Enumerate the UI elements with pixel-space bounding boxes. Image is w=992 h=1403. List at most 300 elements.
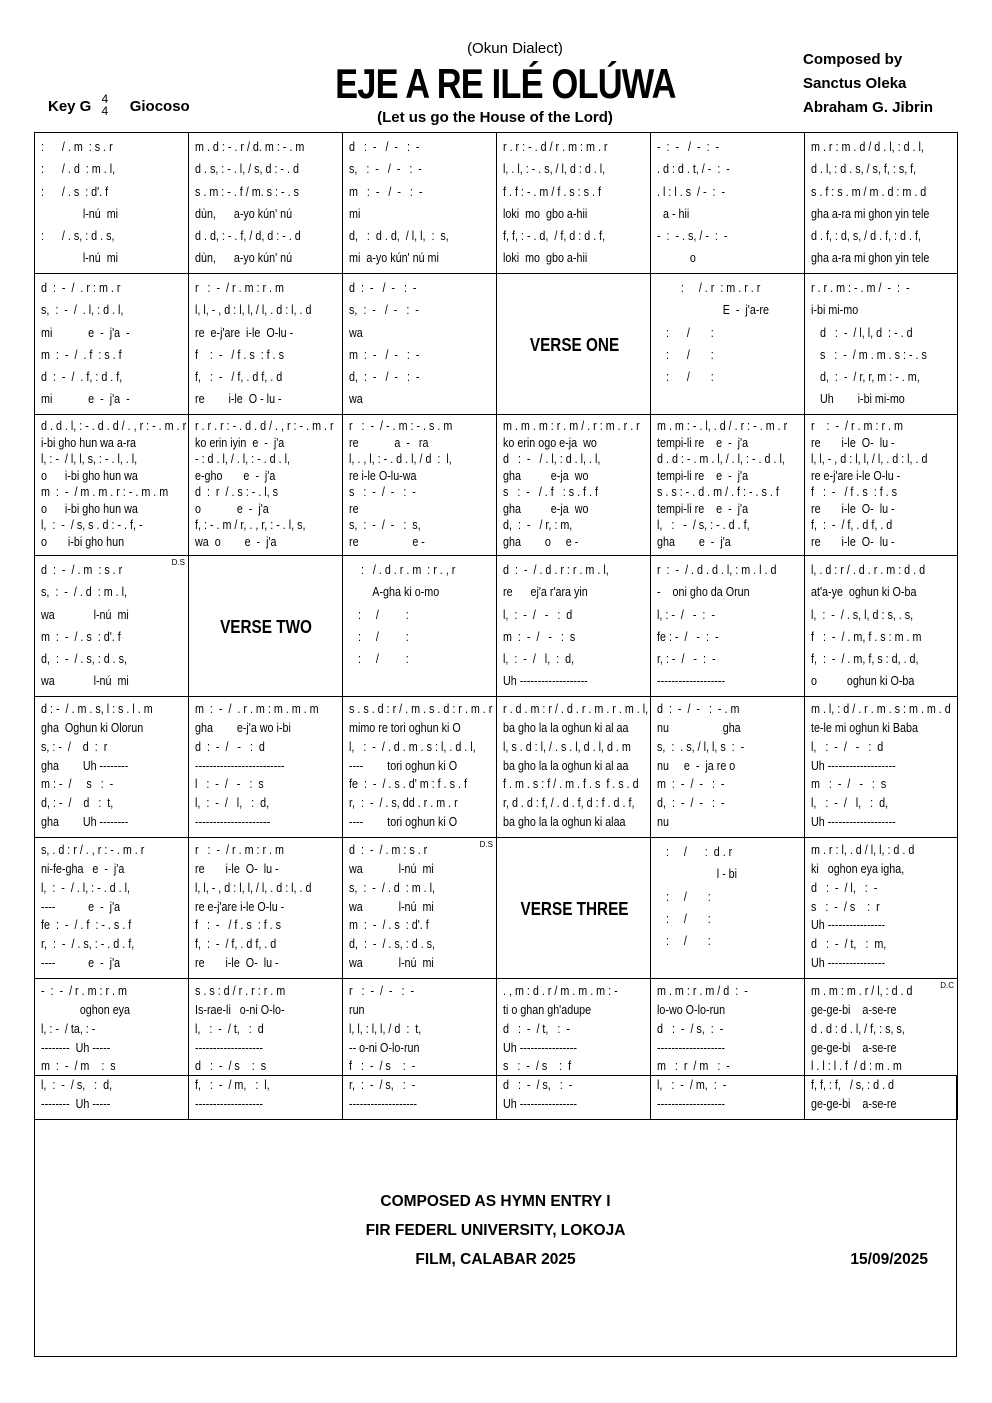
solfa-line: m : - / m : s — [41, 1059, 116, 1074]
solfa-line: s : - / . f : s . f . f — [503, 485, 598, 499]
solfa-line: wa l-nú mi — [349, 861, 434, 876]
solfa-line: l, : - / l, : d, — [195, 796, 270, 811]
solfa-line: l . l : l . f / d : m . m — [811, 1059, 902, 1074]
solfa-line: : / : — [657, 934, 711, 949]
solfa-line: : / : — [349, 629, 409, 644]
solfa-line: r . r . m : - . m / - : - — [811, 281, 910, 295]
solfa-line: r, : - / . s, : - . d . f, — [41, 937, 135, 952]
measure-cell — [651, 133, 805, 274]
solfa-line: d . d . l, : - . d . d / . , r : - . m . r — [41, 419, 187, 433]
solfa-line: l, : - / . s, l, d : s, . s, — [811, 607, 914, 622]
solfa-line: s . f : s . m / m . d : m . d — [811, 184, 927, 199]
solfa-line: mi e - j'a - — [41, 392, 130, 407]
solfa-line: dùn, a-yo kún' nú — [195, 251, 293, 266]
solfa-line: r : - / - : - — [349, 984, 415, 998]
solfa-line: d : - / - : d — [195, 739, 265, 754]
solfa-line: : / : — [657, 911, 711, 926]
solfa-line: m . r : m . d / d . l, : d . l, — [811, 140, 924, 154]
solfa-line: d, : d . d, / l, l, : s, — [349, 229, 449, 244]
solfa-line: ko erin ogo e-ja wo — [503, 435, 597, 450]
solfa-line: ------------------- — [349, 1097, 418, 1112]
score-row — [35, 838, 958, 979]
measure-cell — [497, 697, 651, 838]
solfa-line: s . s . d : r / . m . s . d : r . m . r — [349, 702, 493, 716]
solfa-line: s, : - / . d : m . l, — [41, 585, 128, 600]
solfa-line: E - j'a-re — [657, 303, 769, 318]
solfa-line: Uh i-bi mi-mo — [811, 392, 905, 407]
solfa-line: gha a-ra mi ghon yin tele — [811, 206, 930, 221]
measure-cell — [35, 274, 189, 415]
solfa-line: d, : - / d : t, — [41, 796, 114, 811]
footer-festival: FILM, CALABAR 2025 — [415, 1251, 576, 1268]
solfa-line: wa o e - j'a — [195, 534, 277, 549]
solfa-line: l, . , l, : - . d . l, / d : l, — [349, 452, 452, 466]
solfa-line: f, : - / f, . d f, . d — [811, 518, 893, 532]
solfa-line: d . d : d . l, / f, : s, s, — [811, 1021, 905, 1036]
solfa-line: l, : - / l, l, s, : - . l, . l, — [41, 452, 138, 466]
solfa-line: re i-le O-lu-wa — [349, 468, 417, 483]
solfa-line: o oghun ki O-ba — [811, 674, 915, 689]
solfa-line: re a - ra — [349, 435, 429, 450]
solfa-line: m : - / s : - — [41, 777, 114, 792]
solfa-line: f . f : - . m / f . s : s . f — [503, 184, 601, 199]
solfa-line: d : - / . l, : d . l, . l, — [503, 452, 601, 466]
solfa-line: A-gha ki o-mo — [349, 585, 440, 600]
solfa-line: m . r : l, . d / l, l, : d . d — [811, 843, 915, 857]
solfa-line: wa l-nú mi — [349, 956, 434, 971]
solfa-line: Uh ------------------- — [503, 674, 588, 689]
solfa-line: m . m : m . r / l, : d . d — [811, 984, 913, 998]
solfa-line: wa — [349, 325, 363, 340]
song-subtitle: (Let us go the House of the Lord) — [377, 109, 613, 126]
solfa-line: f, f, : f, / s, : d . d — [811, 1078, 895, 1093]
repeat-mark: D.S — [171, 558, 185, 567]
solfa-line: m : - / . f : s . f — [41, 347, 122, 362]
solfa-line: gha e-j'a wo i-bi — [195, 720, 291, 735]
measure-cell — [651, 415, 805, 556]
solfa-line: ge-ge-bi a-se-re — [811, 1040, 897, 1055]
key-label: Key G — [48, 98, 92, 115]
solfa-line: ---- e - j'a — [41, 899, 121, 914]
repeat-mark: D.S — [479, 840, 493, 849]
solfa-line: f, : - / f, . d f, . d — [195, 937, 277, 952]
tempo-label: Giocoso — [129, 98, 190, 115]
solfa-line: l - bi — [657, 867, 738, 882]
solfa-line: tempi-li re e - j'a — [657, 435, 749, 450]
solfa-line: lo-wo O-lo-run — [657, 1002, 726, 1017]
solfa-line: wa l-nú mi — [349, 899, 434, 914]
score-row — [35, 556, 958, 697]
solfa-line: d . d, : - . f, / d, d : - . d — [195, 229, 301, 244]
measure-cell — [343, 415, 497, 556]
measure-cell — [497, 415, 651, 556]
solfa-line: a - hii — [657, 206, 690, 221]
solfa-line: re i-le O- lu - — [195, 956, 279, 971]
solfa-line: oghon eya — [41, 1002, 131, 1017]
solfa-line: Uh ---------------- — [503, 1040, 578, 1055]
solfa-line: ni-fe-gha e - j'a — [41, 861, 125, 876]
solfa-line: d : - / - : - . m — [657, 702, 740, 716]
time-signature — [96, 92, 118, 118]
solfa-line: : / : — [657, 347, 714, 362]
solfa-line: f, : - / . m, f, s : d, . d, — [811, 652, 919, 667]
solfa-line: l, . l, : - . s, / l, d : d . l, — [503, 162, 606, 177]
solfa-line: Uh ------------------- — [811, 758, 896, 773]
solfa-line: m . d : - . r / d. m : - . m — [195, 140, 305, 154]
solfa-line: re i-le O- lu - — [811, 534, 895, 549]
solfa-line: f, f, : - . d, / f, d : d . f, — [503, 229, 606, 244]
score-row — [35, 274, 958, 415]
solfa-line: o i-bi gho hun — [41, 534, 125, 549]
solfa-line: d, : - / - : - — [657, 796, 725, 811]
solfa-line: o — [657, 251, 696, 266]
solfa-line: r : - / - . m : - . s . m — [349, 419, 453, 433]
solfa-line: d : - / s, : - — [657, 1021, 724, 1036]
solfa-line: dùn, a-yo kún' nú — [195, 206, 293, 221]
solfa-line: fe : - / . s . d' m : f . s . f — [349, 777, 467, 792]
solfa-line: gha o e - — [503, 534, 579, 549]
solfa-line: te-le mi oghun ki Baba — [811, 720, 918, 735]
solfa-line: s, : - / . l, : d . l, — [41, 303, 124, 318]
verse-label-cell — [497, 274, 651, 415]
measure-cell — [343, 556, 497, 697]
solfa-line: at'a-ye oghun ki O-ba — [811, 585, 917, 600]
solfa-line: l, l, - , d : l, l, / l, . d : l, . d — [195, 303, 312, 318]
solfa-line: tempi-li re e - j'a — [657, 501, 749, 516]
solfa-line: r, d . d : f, / . d . f, d : f . d . f, — [503, 796, 635, 811]
measure-cell — [35, 415, 189, 556]
solfa-line: - : - . s, / - : - — [657, 229, 728, 244]
composed-by-label: Composed by — [803, 51, 903, 68]
solfa-line: gha Uh -------- — [41, 815, 129, 830]
solfa-line: gha Uh -------- — [41, 758, 129, 773]
solfa-line: r : - / r . m : r . m — [195, 843, 284, 857]
solfa-line: l, : - / m, : - — [657, 1078, 727, 1093]
footer-entry: COMPOSED AS HYMN ENTRY I — [380, 1193, 611, 1210]
footer-box — [34, 1075, 957, 1357]
key-signature-line — [48, 92, 190, 118]
solfa-line: ---- tori oghun ki O — [349, 815, 458, 830]
solfa-line: : / : — [657, 325, 714, 340]
measure-cell — [805, 133, 958, 274]
solfa-line: tempi-li re e - j'a — [657, 468, 749, 483]
solfa-line: f : - / f . s : f . s — [195, 347, 285, 362]
solfa-line: loki mo gbo a-hii — [503, 251, 588, 266]
solfa-line: e-gho e - j'a — [195, 468, 276, 483]
solfa-line: l, : - / - : d — [503, 607, 573, 622]
solfa-line: f : - / f . s : f . s — [195, 918, 282, 933]
verse-label-cell — [189, 556, 343, 697]
solfa-line: l, : - / t, : d — [195, 1021, 264, 1036]
solfa-line: m : - / . s : d'. f — [349, 918, 429, 933]
solfa-line: d : - / t, : m, — [811, 937, 887, 952]
solfa-line: d : - / . m : s . r — [349, 843, 428, 857]
solfa-line: l, l, - , d : l, l, / l, . d : l, . d — [811, 452, 928, 466]
measure-cell — [343, 274, 497, 415]
solfa-line: m : - / - : - — [349, 347, 420, 362]
solfa-line: . , m : d . r / m . m . m : - — [503, 984, 618, 998]
solfa-line: ---- e - j'a — [41, 956, 121, 971]
solfa-line: ge-ge-bi a-se-re — [811, 1002, 897, 1017]
solfa-line: o i-bi gho hun wa — [41, 501, 138, 516]
solfa-line: d : - / s, : - — [503, 1078, 573, 1093]
solfa-line: d . l, : d . s, / s, f, : s, f, — [811, 162, 917, 177]
solfa-line: f, : - / m, : l, — [195, 1078, 270, 1093]
solfa-line: re ej'a r'ara yin — [503, 585, 588, 600]
repeat-mark: D.C — [940, 981, 954, 990]
solfa-line: r, : - / . s, dd . r . m . r — [349, 796, 458, 811]
solfa-line: nu e - ja re o — [657, 758, 736, 773]
solfa-line: m . l, : d / . r . m . s : m . m . d — [811, 702, 951, 716]
solfa-line: i-bi mi-mo — [811, 303, 859, 318]
solfa-line: s, : - / - : s, — [349, 518, 421, 532]
solfa-line: d : r / . s : - . l, s — [195, 485, 279, 499]
solfa-line: l, : - / - : d — [811, 739, 884, 754]
solfa-line: d, : - / r, : m, — [503, 518, 573, 532]
solfa-line: s . s : d / r . r : r . m — [195, 984, 286, 998]
measure-cell — [343, 133, 497, 274]
solfa-line: nu gha — [657, 720, 741, 735]
song-title: EJE A RE ILÉ OLÚWA — [335, 60, 676, 107]
solfa-line: : / : — [349, 607, 409, 622]
measure-cell — [189, 415, 343, 556]
solfa-line: r . r : - . d / r . m : m . r — [503, 140, 608, 154]
solfa-line: : / . s, : d . s, — [41, 229, 115, 244]
solfa-line: gha e-ja wo — [503, 501, 589, 516]
solfa-line: : / : — [349, 652, 409, 667]
composer-block — [803, 48, 973, 120]
solfa-line: m : r / m : - — [657, 1059, 730, 1074]
solfa-line: m : - / - : - — [657, 777, 725, 792]
solfa-line: l, : - / s, : d, — [41, 1078, 113, 1093]
dialect-label: (Okun Dialect) — [467, 40, 563, 57]
score-row — [35, 133, 958, 274]
measure-cell — [805, 415, 958, 556]
solfa-line: re i-le O- lu - — [811, 501, 895, 516]
solfa-line: fe : - / . f : - . s . f — [41, 918, 132, 933]
solfa-line: re e - — [349, 534, 425, 549]
solfa-line: d . f, : d, s, / d . f, : d . f, — [811, 229, 921, 244]
solfa-line: m . m : - . l, . d / . r : - . m . r — [657, 419, 788, 433]
solfa-line: f, : - / f, . d f, . d — [195, 370, 283, 385]
measure-cell — [805, 697, 958, 838]
solfa-line: : / . r : m . r . r — [657, 281, 761, 295]
solfa-line: d : - / . m . s, l : s . l . m — [41, 702, 153, 716]
solfa-line: l-nú mi — [41, 251, 119, 266]
solfa-line: i-bi gho hun wa a-ra — [41, 435, 137, 450]
solfa-line: d : - / t, : - — [503, 1021, 570, 1036]
measure-cell — [35, 133, 189, 274]
solfa-line: r : - / r . m : r . m — [195, 281, 284, 295]
solfa-line: ------------------- — [195, 1040, 264, 1055]
solfa-line: ------------------- — [195, 1097, 264, 1112]
solfa-line: Is-rae-li o-ni O-lo- — [195, 1002, 285, 1017]
solfa-line: Uh ---------------- — [811, 918, 886, 933]
solfa-line: s, : - / - : - — [349, 162, 422, 177]
solfa-line: -------- Uh ----- — [41, 1097, 111, 1112]
solfa-line: d : - / l, : - — [811, 880, 878, 895]
solfa-line: ba gho la la oghun ki al aa — [503, 720, 629, 735]
solfa-line: re i-le O- lu - — [811, 435, 895, 450]
solfa-line: m : - / - : - — [349, 184, 423, 199]
solfa-line: ------------------- — [657, 1097, 726, 1112]
footer-institution: FIR FEDERL UNIVERSITY, LOKOJA — [365, 1222, 626, 1239]
solfa-line: wa — [349, 392, 363, 407]
solfa-line: r : - / r . m : r . m — [811, 419, 903, 433]
solfa-line: ------------------- — [657, 1040, 726, 1055]
solfa-line: gha a-ra mi ghon yin tele — [811, 251, 930, 266]
solfa-line: ti o ghan gh'adupe — [503, 1002, 592, 1017]
solfa-line: - oni gho da Orun — [657, 585, 750, 600]
solfa-line: m . m . m : r . m / . r : m . r . r — [503, 419, 640, 433]
solfa-line: l, : - / . d . m . s : l, . d . l, — [349, 739, 476, 754]
solfa-line: Uh ---------------- — [503, 1097, 578, 1112]
solfa-line: f : - / s : - — [349, 1059, 416, 1074]
solfa-line: s, : - / . d : m . l, — [349, 880, 436, 895]
solfa-line: d, : - / . s, : d . s, — [41, 652, 128, 667]
solfa-line: d : - / . r : m . r — [41, 281, 121, 295]
solfa-line: m : - / m . m . r : - . m . m — [41, 485, 169, 499]
solfa-line: gha e-ja wo — [503, 468, 589, 483]
solfa-line: s : - / s : f — [503, 1059, 572, 1074]
solfa-line: s, : - / - : - — [349, 303, 419, 318]
verse-label: VERSE TWO — [220, 617, 313, 637]
solfa-line: mi — [349, 206, 361, 221]
measure-cell — [651, 274, 805, 415]
solfa-line: m : - / - : s — [811, 777, 887, 792]
composer-name: Abraham G. Jibrin — [803, 99, 934, 116]
measure-cell — [805, 274, 958, 415]
verse-label: VERSE THREE — [520, 899, 629, 919]
solfa-line: s, : - / d : r — [41, 739, 108, 754]
solfa-line: s : - / m . m . s : - . s — [811, 347, 927, 362]
solfa-line: re i-le O- lu - — [195, 861, 279, 876]
measure-cell — [35, 697, 189, 838]
solfa-line: re e-j'are i-le O-lu - — [195, 899, 285, 914]
solfa-line: f . m . s : f / . m . f . s f . s . d — [503, 777, 639, 792]
solfa-line: s : - / - : - — [349, 485, 416, 499]
solfa-line: ---- tori oghun ki O — [349, 758, 458, 773]
solfa-line: d : - / . m : s . r — [41, 563, 123, 577]
solfa-line: d, : - / - : - — [349, 370, 420, 385]
solfa-line: o e - j'a — [195, 501, 269, 516]
measure-cell — [805, 838, 958, 979]
solfa-line: l-nú mi — [41, 206, 119, 221]
measure-cell — [35, 838, 189, 979]
solfa-line: o i-bi gho hun wa — [41, 468, 138, 483]
solfa-line: mi a-yo kún' nú mi — [349, 251, 439, 266]
solfa-line: ------------------- — [657, 674, 726, 689]
solfa-line: l, s . d : l, / . s . l, d . l, d . m — [503, 739, 631, 754]
solfa-line: l, : - / l, : d, — [503, 652, 575, 667]
solfa-line: Uh ------------------- — [811, 815, 896, 830]
solfa-line: s, . d : r / . , r : - . m . r — [41, 843, 145, 857]
solfa-line: f : - / . m, f . s : m . m — [811, 629, 922, 644]
solfa-line: wa l-nú mi — [41, 607, 129, 622]
score-row — [35, 697, 958, 838]
solfa-line: : / : — [657, 370, 714, 385]
footer-date: 15/09/2025 — [850, 1251, 928, 1268]
solfa-line: m : - / . r . m : m . m . m — [195, 702, 319, 716]
solfa-line: re e-j'are i-le O-lu - — [195, 325, 294, 340]
time-top: 4 — [101, 92, 109, 106]
solfa-line: d : - / s : s — [195, 1059, 267, 1074]
measure-cell — [497, 133, 651, 274]
solfa-line: - : - / r . m : r . m — [41, 984, 127, 998]
solfa-line: r . r . r : - . d . d / . , r : - . m . r — [195, 419, 334, 433]
solfa-line: s : - / s : r — [811, 899, 880, 914]
solfa-line: - : d . l, / . l, : - . d . l, — [195, 452, 290, 466]
solfa-line: m : - / - : s — [503, 629, 576, 644]
measure-cell — [651, 838, 805, 979]
solfa-line: run — [349, 1002, 365, 1017]
score-row — [35, 415, 958, 556]
measure-cell — [651, 556, 805, 697]
solfa-line: ki oghon eya igha, — [811, 861, 905, 876]
solfa-line: --------------------- — [195, 815, 271, 830]
solfa-line: gha e - j'a — [657, 534, 731, 549]
time-bottom: 4 — [101, 104, 109, 118]
solfa-line: ------------------------- — [195, 758, 285, 773]
solfa-line: l, : - / s, s . d : - . f, - — [41, 518, 143, 532]
measure-cell — [189, 697, 343, 838]
solfa-line: l : - / - : s — [195, 777, 264, 792]
solfa-line: m . m : r . m / d : - — [657, 984, 748, 998]
measure-cell — [343, 697, 497, 838]
solfa-line: wa l-nú mi — [41, 674, 129, 689]
solfa-line: : / . d : m . l, — [41, 162, 116, 177]
solfa-line: d : - / . d . r : r . m . l, — [503, 563, 609, 577]
solfa-line: re — [349, 501, 359, 516]
solfa-line: l, : - / ta, : - — [41, 1021, 96, 1036]
solfa-line: l, : - / . l, : - . d . l, — [41, 880, 131, 895]
solfa-line: mimo re tori oghun ki O — [349, 720, 461, 735]
solfa-line: - : - / - : - — [657, 140, 720, 154]
solfa-line: loki mo gbo a-hii — [503, 206, 588, 221]
solfa-line: l, : - / s, : - . d . f, — [657, 518, 750, 532]
score-grid — [34, 132, 958, 1120]
solfa-line: . d : d . t, / - : - — [657, 162, 730, 177]
solfa-line: mi e - j'a - — [41, 325, 130, 340]
solfa-line: fe : - / - : - — [657, 629, 719, 644]
solfa-line: r : - / . d . d . l, : m . l . d — [657, 563, 777, 577]
solfa-line: -------- Uh ----- — [41, 1040, 111, 1055]
solfa-line: : / . s : d'. f — [41, 184, 109, 199]
solfa-line: l, . d : r / . d . r . m : d . d — [811, 563, 926, 577]
solfa-line: ge-ge-bi a-se-re — [811, 1097, 897, 1112]
solfa-line: : / : d . r — [657, 845, 733, 859]
solfa-line: re i-le O - lu - — [195, 392, 282, 407]
measure-cell — [343, 838, 497, 979]
solfa-line: nu — [657, 815, 669, 830]
solfa-line: . l : l . s / - : - — [657, 184, 726, 199]
solfa-line: d : - / . f, : d . f, — [41, 370, 123, 385]
solfa-line: r . d . m : r / . d . r . m . r . m . l, — [503, 702, 649, 716]
solfa-line: s, : . s, / l, l, s : - — [657, 739, 745, 754]
solfa-line: ko erin iyin e - j'a — [195, 435, 285, 450]
solfa-line: d, : - / r, r, m : - . m, — [811, 370, 920, 385]
solfa-line: : / . d . r . m : r . , r — [349, 563, 456, 577]
measure-cell — [189, 274, 343, 415]
solfa-line: ba gho la la oghun ki alaa — [503, 815, 626, 830]
solfa-line: d : - / - : - — [349, 281, 417, 295]
solfa-line: d . d : - . m . l, / . l, : - . d . l, — [657, 452, 785, 466]
solfa-line: d, : - / . s, : d . s, — [349, 937, 436, 952]
measure-cell — [805, 556, 958, 697]
solfa-line: Uh ---------------- — [811, 956, 886, 971]
solfa-line: : / . m : s . r — [41, 140, 113, 154]
solfa-line: l, : - / l, : d, — [811, 796, 889, 811]
